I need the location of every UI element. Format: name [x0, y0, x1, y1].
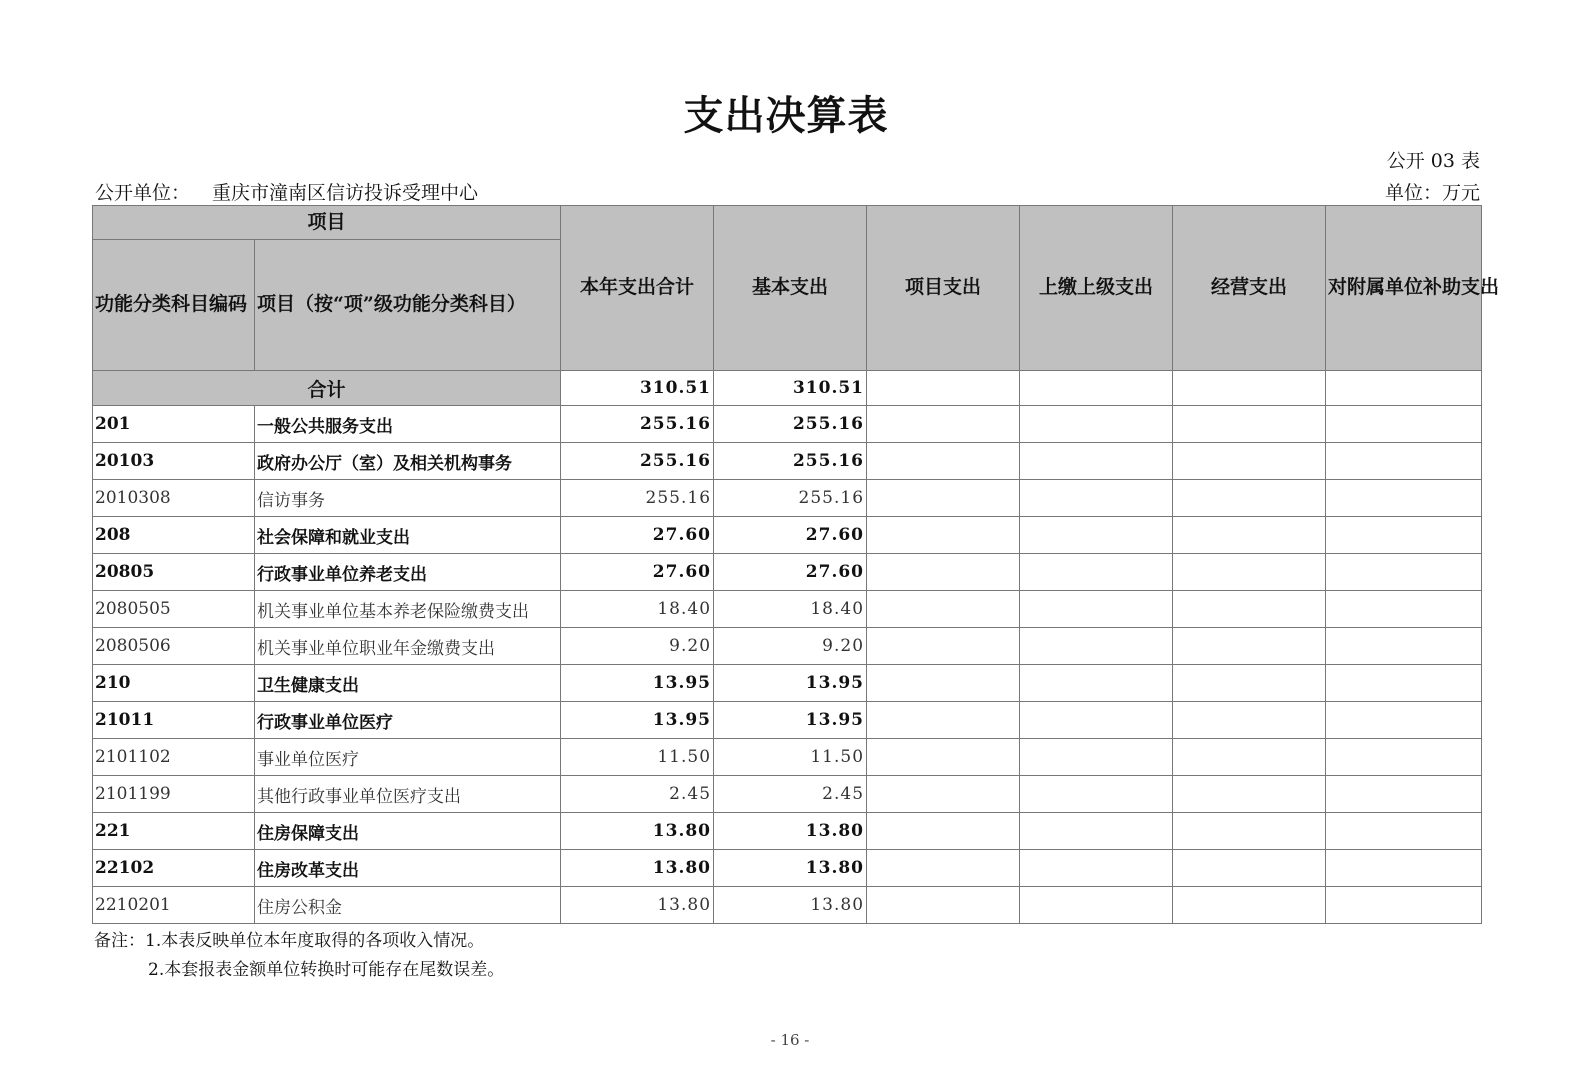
project-cell [867, 776, 1020, 813]
operating-cell [1173, 813, 1326, 850]
table-row [93, 591, 1482, 628]
basic-cell: 18.40 [714, 591, 867, 628]
operating-cell [1173, 554, 1326, 591]
table-row [93, 813, 1482, 850]
subsidy-cell [1326, 887, 1482, 924]
project-cell [867, 702, 1020, 739]
code-cell: 21011 [93, 702, 255, 739]
total-cell: 255.16 [561, 406, 714, 443]
total-cell: 9.20 [561, 628, 714, 665]
total-cell: 11.50 [561, 739, 714, 776]
operating-cell [1173, 443, 1326, 480]
code-cell: 208 [93, 517, 255, 554]
reporting-unit [95, 178, 478, 205]
subsidy-cell [1326, 517, 1482, 554]
total-cell: 13.80 [561, 850, 714, 887]
table-row [93, 443, 1482, 480]
header-remit-superior: 上缴上级支出 [1020, 206, 1173, 371]
name-cell: 事业单位医疗 [255, 739, 561, 776]
subsidy-cell [1326, 406, 1482, 443]
remit-cell [1020, 813, 1173, 850]
note-1: 备注：1.本表反映单位本年度取得的各项收入情况。 [94, 931, 485, 951]
subsidy-cell [1326, 591, 1482, 628]
basic-cell: 255.16 [714, 443, 867, 480]
project-cell [867, 591, 1020, 628]
table-row [93, 776, 1482, 813]
remit-cell [1020, 628, 1173, 665]
header-operating: 经营支出 [1173, 206, 1326, 371]
project-cell [867, 554, 1020, 591]
total-cell: 27.60 [561, 517, 714, 554]
total-cell: 27.60 [561, 554, 714, 591]
project-cell [867, 850, 1020, 887]
remit-cell [1020, 776, 1173, 813]
subsidy-cell [1326, 702, 1482, 739]
operating-cell [1173, 517, 1326, 554]
project-cell [867, 887, 1020, 924]
total-cell: 255.16 [561, 443, 714, 480]
basic-cell: 9.20 [714, 628, 867, 665]
name-cell: 机关事业单位基本养老保险缴费支出 [255, 591, 561, 628]
code-cell: 221 [93, 813, 255, 850]
code-cell: 20805 [93, 554, 255, 591]
total-project [867, 371, 1020, 406]
table-row [93, 480, 1482, 517]
subsidy-cell [1326, 443, 1482, 480]
subsidy-cell [1326, 665, 1482, 702]
project-cell [867, 739, 1020, 776]
project-cell [867, 480, 1020, 517]
code-cell: 2101102 [93, 739, 255, 776]
table-row [93, 554, 1482, 591]
code-cell: 2080505 [93, 591, 255, 628]
basic-cell: 13.95 [714, 665, 867, 702]
remit-cell [1020, 480, 1173, 517]
subsidy-cell [1326, 850, 1482, 887]
total-cell: 2.45 [561, 776, 714, 813]
basic-cell: 27.60 [714, 517, 867, 554]
header-code: 功能分类科目编码 [93, 240, 255, 371]
total-cell: 13.95 [561, 702, 714, 739]
basic-cell: 255.16 [714, 406, 867, 443]
remit-cell [1020, 591, 1173, 628]
remit-cell [1020, 739, 1173, 776]
name-cell: 一般公共服务支出 [255, 406, 561, 443]
code-cell: 22102 [93, 850, 255, 887]
table-row [93, 628, 1482, 665]
total-cell: 255.16 [561, 480, 714, 517]
form-number: 公开 03 表 [1386, 150, 1480, 172]
name-cell: 机关事业单位职业年金缴费支出 [255, 628, 561, 665]
total-sum: 310.51 [561, 371, 714, 406]
code-cell: 2101199 [93, 776, 255, 813]
total-remit [1020, 371, 1173, 406]
remit-cell [1020, 554, 1173, 591]
basic-cell: 13.95 [714, 702, 867, 739]
table-row [93, 517, 1482, 554]
name-cell: 住房公积金 [255, 887, 561, 924]
basic-cell: 27.60 [714, 554, 867, 591]
subsidy-cell [1326, 813, 1482, 850]
remit-cell [1020, 443, 1173, 480]
expenditure-table [92, 205, 1500, 924]
header-project: 项目 [93, 206, 561, 240]
header-name: 项目（按“项”级功能分类科目） [255, 240, 561, 371]
operating-cell [1173, 776, 1326, 813]
operating-cell [1173, 480, 1326, 517]
subsidy-cell [1326, 480, 1482, 517]
code-cell: 2080506 [93, 628, 255, 665]
total-operating [1173, 371, 1326, 406]
operating-cell [1173, 406, 1326, 443]
remit-cell [1020, 406, 1173, 443]
operating-cell [1173, 850, 1326, 887]
code-cell: 210 [93, 665, 255, 702]
currency-unit: 单位：万元 [1384, 182, 1480, 204]
operating-cell [1173, 665, 1326, 702]
header-basic: 基本支出 [714, 206, 867, 371]
remit-cell [1020, 702, 1173, 739]
table-row [93, 887, 1482, 924]
remit-cell [1020, 665, 1173, 702]
name-cell: 行政事业单位医疗 [255, 702, 561, 739]
project-cell [867, 443, 1020, 480]
name-cell: 政府办公厅（室）及相关机构事务 [255, 443, 561, 480]
table-row [93, 406, 1482, 443]
table-row [93, 665, 1482, 702]
total-basic: 310.51 [714, 371, 867, 406]
basic-cell: 13.80 [714, 887, 867, 924]
page-number: - 16 - [770, 1031, 810, 1049]
header-total: 本年支出合计 [561, 206, 714, 371]
table-row [93, 702, 1482, 739]
operating-cell [1173, 628, 1326, 665]
name-cell: 行政事业单位养老支出 [255, 554, 561, 591]
reporting-unit-label: 公开单位： [95, 182, 191, 204]
basic-cell: 2.45 [714, 776, 867, 813]
code-cell: 2010308 [93, 480, 255, 517]
total-label: 合计 [93, 371, 561, 406]
project-cell [867, 517, 1020, 554]
total-cell: 13.80 [561, 813, 714, 850]
remit-cell [1020, 517, 1173, 554]
project-cell [867, 406, 1020, 443]
code-cell: 201 [93, 406, 255, 443]
subsidy-cell [1326, 554, 1482, 591]
total-row [93, 371, 1482, 406]
page-title: 支出决算表 [683, 92, 889, 139]
code-cell: 20103 [93, 443, 255, 480]
operating-cell [1173, 739, 1326, 776]
basic-cell: 255.16 [714, 480, 867, 517]
total-cell: 13.95 [561, 665, 714, 702]
operating-cell [1173, 591, 1326, 628]
name-cell: 住房改革支出 [255, 850, 561, 887]
basic-cell: 13.80 [714, 850, 867, 887]
note-2: 2.本套报表金额单位转换时可能存在尾数误差。 [148, 960, 505, 980]
total-cell: 18.40 [561, 591, 714, 628]
total-subsidy [1326, 371, 1482, 406]
remit-cell [1020, 850, 1173, 887]
total-cell: 13.80 [561, 887, 714, 924]
project-cell [867, 628, 1020, 665]
name-cell: 其他行政事业单位医疗支出 [255, 776, 561, 813]
project-cell [867, 813, 1020, 850]
name-cell: 住房保障支出 [255, 813, 561, 850]
code-cell: 2210201 [93, 887, 255, 924]
name-cell: 社会保障和就业支出 [255, 517, 561, 554]
header-subsidy: 对附属单位补助支出 [1326, 206, 1482, 371]
project-cell [867, 665, 1020, 702]
table-row [93, 850, 1482, 887]
name-cell: 卫生健康支出 [255, 665, 561, 702]
remit-cell [1020, 887, 1173, 924]
name-cell: 信访事务 [255, 480, 561, 517]
operating-cell [1173, 887, 1326, 924]
basic-cell: 11.50 [714, 739, 867, 776]
subsidy-cell [1326, 776, 1482, 813]
table-row [93, 739, 1482, 776]
reporting-unit-name: 重庆市潼南区信访投诉受理中心 [212, 182, 479, 204]
subsidy-cell [1326, 739, 1482, 776]
basic-cell: 13.80 [714, 813, 867, 850]
operating-cell [1173, 702, 1326, 739]
subsidy-cell [1326, 628, 1482, 665]
header-project-expenditure: 项目支出 [867, 206, 1020, 371]
